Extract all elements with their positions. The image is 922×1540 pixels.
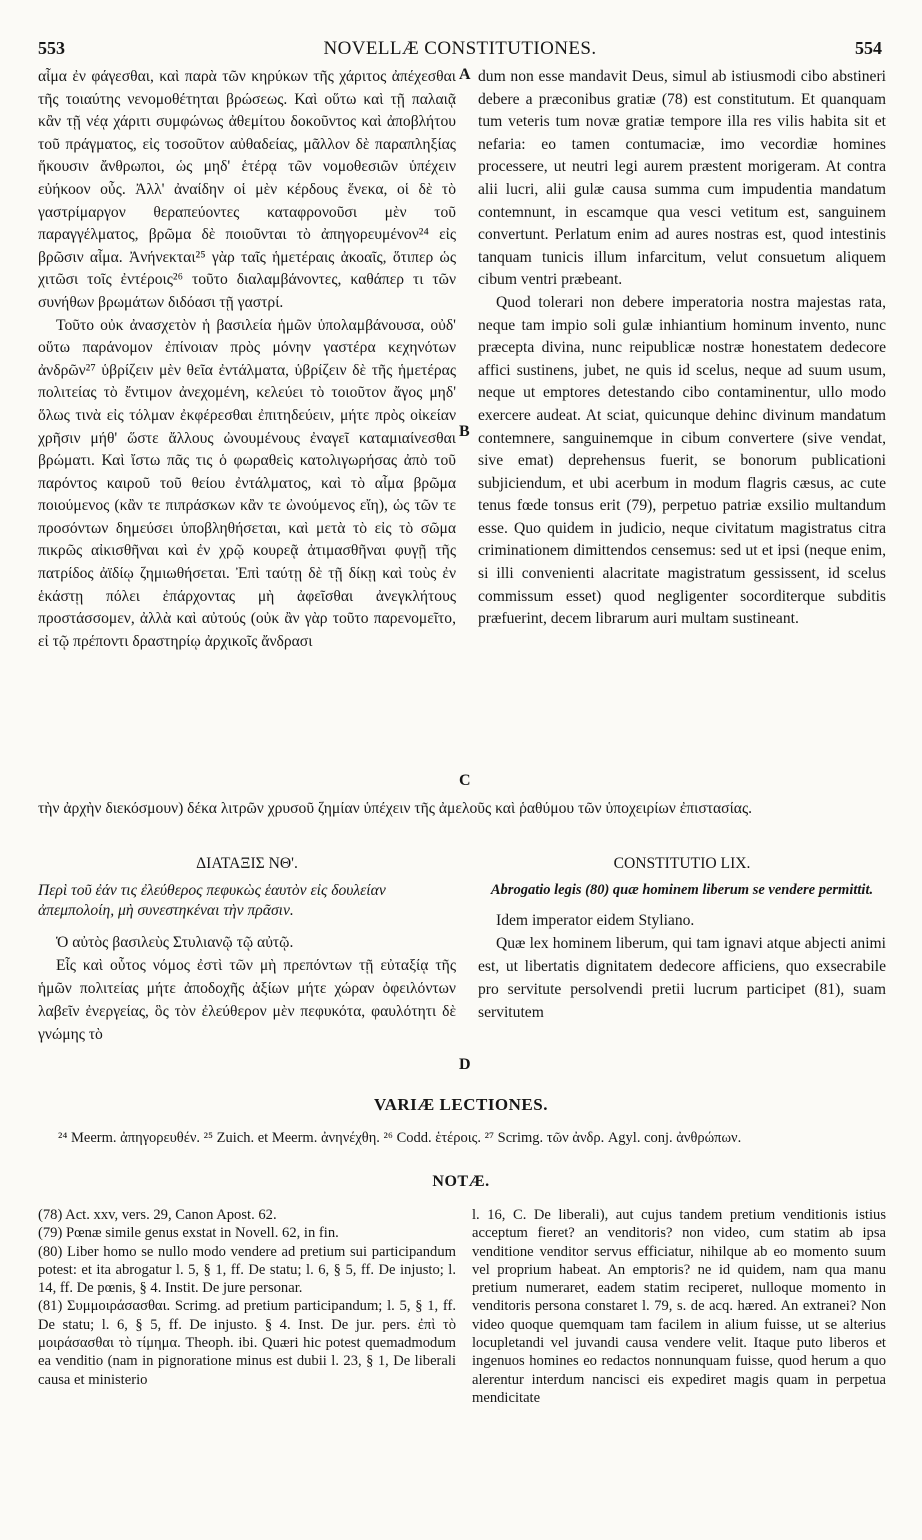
greek-section-body: Εἷς καὶ οὗτος νόμος ἐστὶ τῶν μὴ πρεπόντων τῇ εὐταξίᾳ τῆς ἡμῶν πολιτείας μήτε ἀποδοχῆς ἀξίων μήτε χώραν ὀφειλόντων λαβεῖν ἐνεργείας, ὃς τὸν ἐλεύθερον μὲν πεφυκότα, φαυλότητι δὲ γνώμης τὸ <box>38 957 456 1043</box>
margin-mark-a: A <box>459 66 471 83</box>
latin-section-title: CONSTITUTIO LIX. <box>613 855 751 872</box>
running-header <box>38 38 882 62</box>
latin-section-body: Quæ lex hominem liberum, qui tam ignavi atque abjecti animi est, ut libertatis dignitatem dedecore afficiens, quo exsecrabile pro servitute persolvendi pretii lucrum participet (81), suam servitutem <box>478 935 886 1021</box>
note-81: (81) Συμμοιράσασθαι. Scrimg. ad pretium participandum; l. 5, § 1, ff. De statu; l. 6, § 5, ff. De injusto. § 4. Inst. De jur. pers. ἐπὶ τὸ μοιράσασθαι τὸ τίμημα. Theoph. ibi. Quæri hic potest quemadmodum ea venditio (nam in pignoratione minus est dubii l. 23, § 1, De liberali causa et ministerio <box>38 1298 456 1388</box>
latin-section-subtitle: Abrogatio legis (80) quæ hominem liberum se vendere permittit. <box>490 882 874 898</box>
margin-mark-d: D <box>459 1056 471 1073</box>
notes-left-column <box>38 1206 456 1389</box>
greek-section-address: Ὁ αὐτὸς βασιλεὺς Στυλιανῷ τῷ αὐτῷ. <box>56 934 294 951</box>
latin-section-address: Idem imperator eidem Styliano. <box>496 912 695 929</box>
notes-right-column <box>472 1206 886 1407</box>
latin-paragraph-2: Quod tolerari non debere imperatoria nostra majestas rata, neque tam impio soli gulæ inhiantium hominum invento, nunc præcepta divina, nunc reipublicæ nostræ honestatem dedecore affici sustinens, jubet, ne quis id scelus, neque ad suum usum, neque ut emptores detestando cibo contaminentur, ullo modo exercere audeat. At sciat, quicunque dehinc divinum mandatum contemnere, sanguinemque in cibum convertere (sive vendat, sive emat) deprehensus fuerit, se bonorum publicationi subjiciendum, et ubi acerbum in modum flagris cæsus, ac cute tenus fœde tonsus erit (79), perpetuo patriæ exsilio multandum esse. Quo quidem in judicio, neque civitatum magistratus citra criminationem dimittendos censemus: sed ut et ipsi (neque enim, si illi convenienti alacritate magistratum gessissent, id scelus commissum esset) quod negligenter socorditerque subditis præfuerint, decem librarum auri multam sustineant. <box>478 293 886 628</box>
greek-paragraph-2: Τοῦτο οὐκ ἀνασχετὸν ἡ βασιλεία ἡμῶν ὑπολαμβάνουσα, οὐδ' οὕτω παράνομον ἐπίνοιαν πρὸς μόνην γαστέρα κεχηνότων ἀνδρῶν²⁷ ὑβρίζειν μὲν θεῖα ἐντάλματα, ὑβρίζειν δὲ τῆς ἡμετέρας πολιτείας τὸ ἔντιμον ἀνεχομένη, κελεύει τὸ τοιοῦτον ἄγος μηδ' ὅλως τινὰ εἰς τόλμαν ἐκφέρεσθαι ἐπιτηδεύειν, μήτε πρὸς οἰκείαν χρῆσιν μήθ' ὥστε ἄλλους ὠνουμένους ἐναγεῖ καταμιαίνεσθαι βρώματι. Καὶ ἴστω πᾶς τις ὁ φωραθεὶς κατολιγωρήσας ἀπὸ τοῦ παρόντος καιροῦ τοῦ θείου ἐντάλματος, καὶ τὸ αἷμα βρῶμα ποιούμενος (κἂν τε πιπράσκων κἂν τε ὠνούμενος εἴη), ὡς τῶν τε προσόντων δημεύσει ὑποβληθήσεται, καὶ μετὰ τὸ εἰς τὸ σῶμα πικρῶς αἰκισθῆναι καὶ ἐν χρῷ κουρεᾷ ἀτιμασθῆναι φυγῇ τῆς πατρίδος ἀϊδίῳ ζημιωθήσεται. Ἐπὶ ταύτῃ δὲ τῇ δίκῃ καὶ τοὺς ἐν ἑκάστῃ πόλει ἐπάρχοντας μὴ ἀφεῖσθαι ἀνεγκλήτους προστάσσομεν, ἀλλὰ καὶ αὐτούς (οὐκ ἂν γὰρ τοῦτο παρενομεῖτο, εἰ τῷ πρέποντι δραστηρίῳ ἀρχικοῖς ἄνδρασι <box>38 316 456 650</box>
note-79: (79) Pœnæ simile genus exstat in Novell. 62, in fin. <box>38 1225 339 1242</box>
margin-mark-b: B <box>459 423 470 440</box>
greek-constitution-section <box>38 855 456 1046</box>
variae-lectiones-text: ²⁴ Meerm. ἀπηγορευθέν. ²⁵ Zuich. et Meerm. ἀνηνέχθη. ²⁶ Codd. ἑτέροις. ²⁷ Scrimg. τῶν ἀνδρ. Agyl. conj. ἀνθρώπων. <box>58 1130 742 1146</box>
page-number-left: 553 <box>38 38 65 58</box>
greek-spanning-text: τὴν ἀρχὴν διεκόσμουν) δέκα λιτρῶν χρυσοῦ ζημίαν ὑπέχειν τῆς ἀμελοῦς καὶ ῥαθύμου τῶν ὑποχειρίων ἐπιστασίας. <box>38 800 753 817</box>
latin-constitution-section <box>478 855 886 1024</box>
note-80: (80) Liber homo se nullo modo vendere ad pretium sui participandum potest: et ita abrogatur l. 5, § 1, ff. De statu; l. 6, § 5, ff. De injusto; l. 14, ff. De pœnis, § 4. Instit. De jure personar. <box>38 1243 456 1297</box>
note-81-continued: l. 16, C. De liberali), aut cujus tandem pretium venditionis istius acceptum fieret? an venditoris? non video, cum statim ab ipsa venditione venditor servus efficiatur, nihilque ab eo momento suum vel proprium habeat. An emptoris? ne id quidem, nam qua manu pretium numeraret, eadem statim reciperet, nulloque momento in venditoris persona constaret l. 79, s. de acq. hæred. An extranei? Non video quoque quemquam tam facilem in alium fuisse, ut se alterius locupletandi vel juvandi causa vendere velit. Itaque puto liberos et ingenuos homines eo redactos nonnunquam fuisse, quod herum a quo alerentur interdum nancisci eis expediret magis quam in perpetua mendicitate <box>472 1207 886 1406</box>
running-title: NOVELLÆ CONSTITUTIONES. <box>323 38 597 59</box>
latin-column <box>478 66 886 631</box>
page-number-right: 554 <box>855 38 882 58</box>
margin-mark-c: C <box>459 772 471 789</box>
note-78: (78) Act. xxv, vers. 29, Canon Apost. 62. <box>38 1207 277 1223</box>
greek-column <box>38 66 456 653</box>
greek-section-subtitle: Περὶ τοῦ ἐάν τις ἐλεύθερος πεφυκὼς ἑαυτὸν εἰς δουλείαν ἀπεμπολοίη, μὴ συνεστηκέναι τὴν πρᾶσιν. <box>38 882 386 919</box>
variae-lectiones-title: VARIÆ LECTIONES. <box>374 1095 548 1114</box>
greek-paragraph-1: αἷμα ἐν φάγεσθαι, καὶ παρὰ τῶν κηρύκων τῆς χάριτος ἀπέχεσθαι τῆς τοιαύτης νενομοθέτηται βρώσεως. Καὶ οὕτω καὶ τῇ παλαιᾷ κἂν τῇ νέᾳ χάριτι συμφώνως ἀθεμίτου δοκοῦντος καὶ ἀποβλήτου τοῦ πράγματος, εἰς τοσοῦτον αὐθαδείας, μᾶλλον δὲ παραπληξίας ἥκουσιν ἄνθρωποι, ὡς μηδ' ἑτέρᾳ τῶν νομοθεσιῶν ὑπέχειν εὐήκοον οὖς. Ἀλλ' ἀναίδην οἱ μὲν κέρδους ἕνεκα, οἱ δὲ τὸ γαστρίμαργον θεραπεύοντες καταφρονοῦσι μὲν τοῦ παραγγέλματος, βρῶμα δὲ ποιοῦνται τὸ ἀπηγορευμένον²⁴ εἰς βρῶσιν αἷμα. Ἀνήνεκται²⁵ γὰρ ταῖς ἡμετέραις ἀκοαῖς, ὅτιπερ ὡς χιτῶσι τοῖς ἐντέροις²⁶ τοῦτο διαλαμβάνοντες, καθάπερ τι τῶν συνήθων βρωμάτων διδόασι τῇ γαστρί. <box>38 68 456 311</box>
latin-paragraph-1: dum non esse mandavit Deus, simul ab istiusmodi cibo abstineri debere a præconibus gratiæ (78) est constitutum. Et quanquam tum veteris tum novæ gratiæ tempore illa res vilis habita sit et nefaria: eo tamen contumaciæ, imo vecordiæ homines processere, ut neutri legi aurem præstent morigeram. At contra alii lucri, alii gulæ causa summa cum impudentia mandatum contemnunt, in escamque qua vesci vetitum est, sanguinem convertunt. Perlatum enim ad aures nostras est, quod intestinis tanquam tunicis illum infarcitum, velut consuetum aliquem cibum ventri præbeant. <box>478 68 886 289</box>
greek-section-title: ΔΙΑΤΑΞΙΣ ΝΘ'. <box>196 855 298 872</box>
notes-title: NOTÆ. <box>432 1173 490 1190</box>
